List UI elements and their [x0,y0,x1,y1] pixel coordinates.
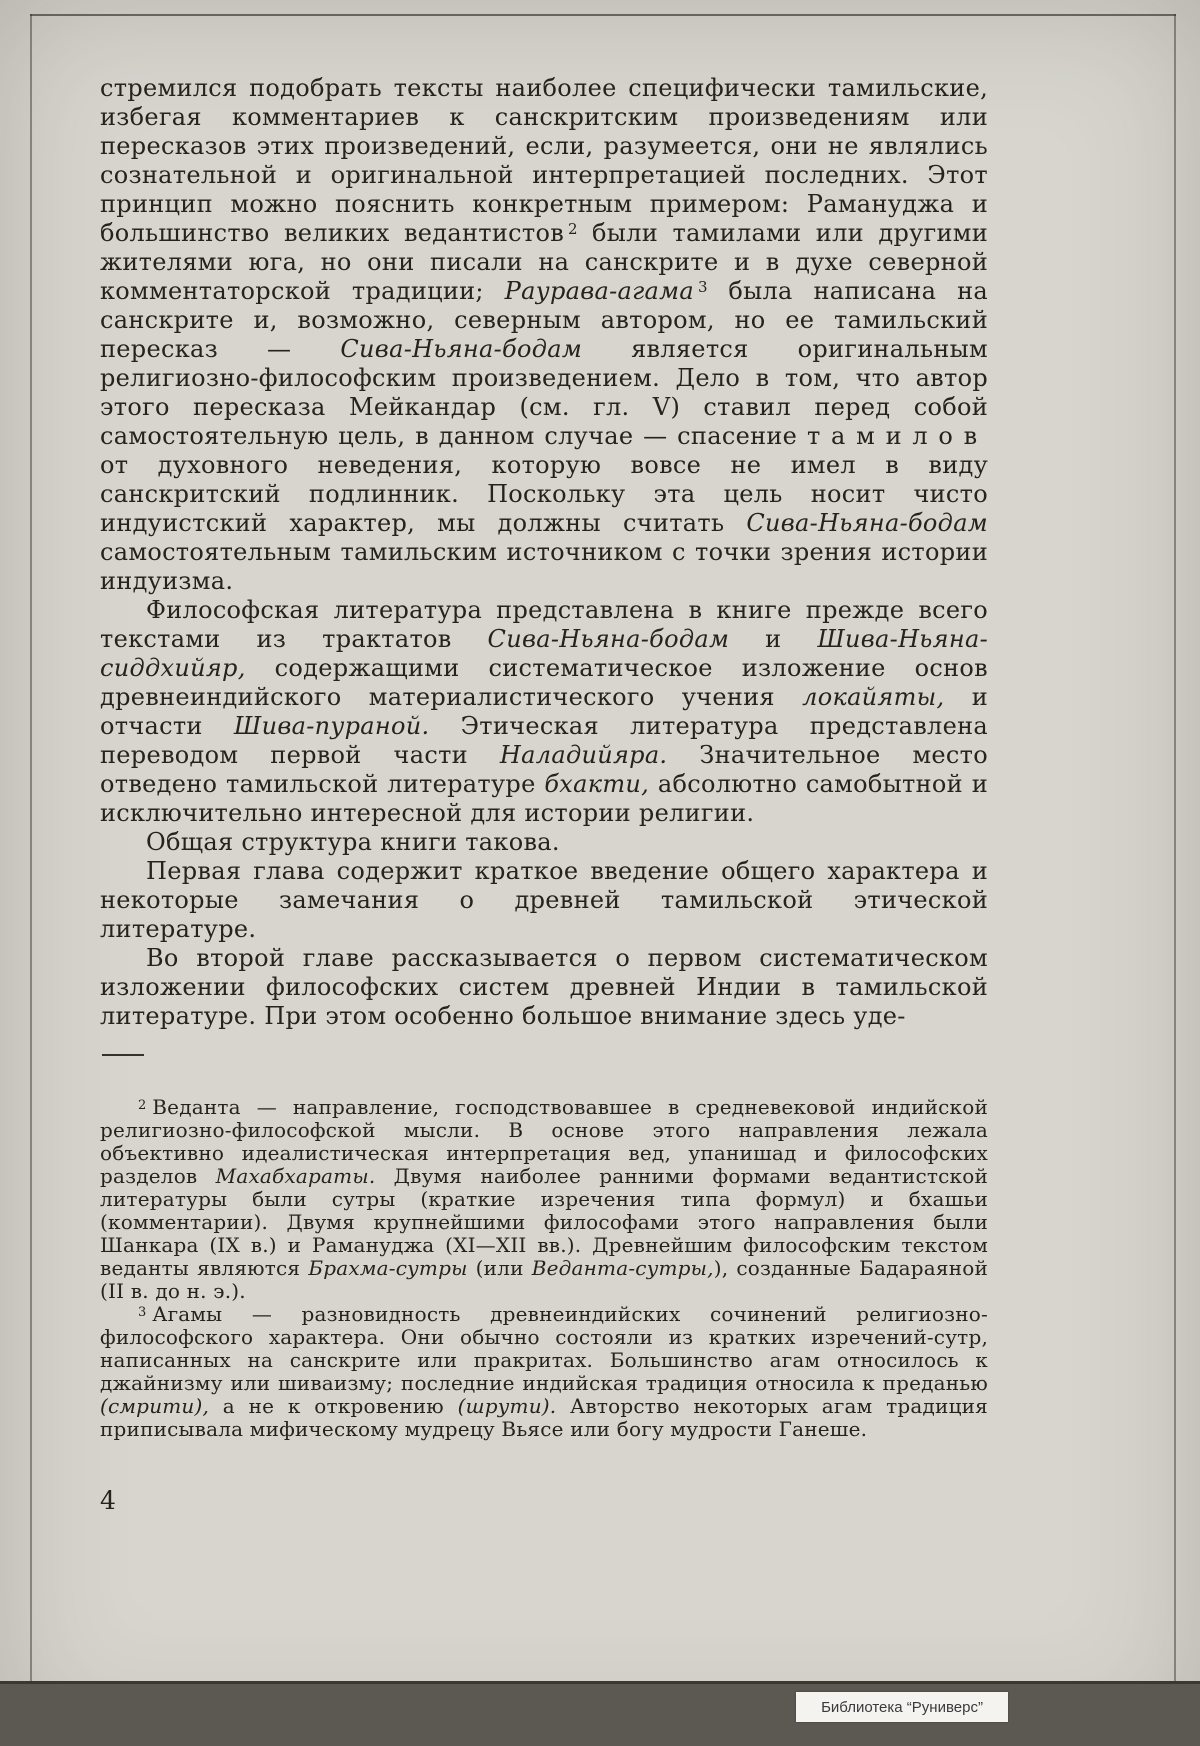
library-watermark-box [796,1692,1008,1722]
watermark-text: Библиотека “Руниверс” [821,1698,983,1716]
text-run: Шива-Ньяна-сиддхийяр, [100,625,988,682]
text-run: содержащими систематическое изложение основ древнеиндийского материалистического учения [100,654,988,711]
text-run: Раурава-агама [504,277,694,305]
text-run: ), созданные Бадараяной (II в. до н. э.). [100,1256,988,1303]
footnote-marker: 3 [138,1305,147,1320]
scan-border-right [1174,14,1176,1684]
text-run: абсолютно самобытной и исключительно интересной для истории религии. [100,770,988,827]
paragraph [100,944,988,1031]
text-run: Общая структура книги такова. [146,828,560,856]
text-run: Веданта-сутры, [531,1256,714,1280]
text-run: Этическая литература представлена переводом первой части [100,712,988,769]
paragraph [100,828,988,857]
text-run: Авторство некоторых агам традиция приписывала мифическому мудрецу Вьясе или богу мудрости Ганеше. [100,1394,988,1441]
text-run: Шива-пураной. [233,712,430,740]
text-run: Первая глава содержит краткое введение общего характера и некоторые замечания о древней тамильской этической литературе. [100,857,988,943]
text-run: тамилов [806,422,988,450]
text-run: Сива-Ньяна-бодам [746,509,988,537]
text-run: Значительное место отведено тамильской литературе [100,741,988,798]
footnote-marker: 2 [138,1098,147,1113]
text-run: Двумя наиболее ранними формами ведантистской литературы были сутры (краткие изречения типа формул) и бхашьи (комментарии). Двумя крупнейшими философами этого направления были Шанкара (IX в.) и Рамануджа (XI—XII вв.). Древнейшим философским текстом веданты являются [100,1164,988,1280]
footnote [100,1096,988,1303]
body-text [100,74,988,1031]
text-run: (смрити), [100,1394,210,1418]
text-run: (шрути). [457,1394,557,1418]
text-run: Во второй главе рассказывается о первом систематическом изложении философских систем древней Индии в тамильской литературе. При этом особенно большое внимание здесь уде- [100,944,988,1030]
text-run: Наладийяра. [499,741,668,769]
text-run: является оригинальным религиозно-философским произведением. Дело в том, что автор этого пересказа Мейкандар (см. гл. V) ставил перед собой самостоятельную цель, в данном случае — спасение [100,335,988,450]
paragraph [100,857,988,944]
text-run: бхакти, [544,770,650,798]
text-run: Агамы — разновидность древнеиндийских сочинений религиозно-философского характера. Они обычно состояли из кратких изречений-сутр, написанных на санскрите или пракритах. Большинство агам относилось к джайнизму или шиваизму; последние индийская традиция относила к преданью [100,1302,988,1395]
text-run: была написана на санскрите и, возможно, северным автором, но ее тамильский пересказ — [100,277,989,363]
paragraph [100,74,988,596]
text-run: Махабхараты. [215,1164,376,1188]
text-run: локайяты, [802,683,945,711]
text-run: самостоятельным тамильским источником с точки зрения истории индуизма. [100,538,988,595]
text-run: от духовного неведения, которую вовсе не имел в виду санскритский подлинник. Поскольку эта цель носит чисто индуистский характер, мы должны считать [100,451,988,537]
text-run: стремился подобрать тексты наиболее специфически тамильские, избегая комментариев к санскритским произведениям или пересказов этих произведений, если, разумеется, они не являлись сознательной и оригинальной интерпретацией последних. Этот принцип можно пояснить конкретным примером: Рамануджа и большинство великих ведантистов [100,74,988,247]
scan-border-top [30,14,1176,16]
text-run: и отчасти [100,683,988,740]
text-run: (или [467,1256,532,1280]
page-content [100,74,988,1441]
text-run: Брахма-сутры [308,1256,468,1280]
scan-border-left [30,14,32,1684]
text-run: и [729,625,818,653]
paragraph [100,596,988,828]
text-run: а не к откровению [209,1394,458,1418]
text-run: были тамилами или другими жителями юга, но они писали на санскрите и в духе северной комментаторской традиции; [100,219,988,305]
text-run: Сива-Ньяна-бодам [487,625,730,653]
footnote-separator [102,1054,144,1056]
footnote [100,1303,988,1441]
footnotes [100,1096,988,1441]
footnote-ref: 2 [568,220,578,238]
page-number: 4 [100,1486,116,1515]
scanner-bottom-band [0,1681,1200,1746]
text-run: Сива-Ньяна-бодам [340,335,583,363]
text-run: Веданта — направление, господствовавшее в средневековой индийской религиозно-философской мысли. В основе этого направления лежала объективно идеалистическая интерпретация вед, упанишад и философских разделов [100,1095,988,1188]
text-run: Философская литература представлена в книге прежде всего текстами из трактатов [100,596,988,653]
footnote-ref: 3 [697,278,708,296]
